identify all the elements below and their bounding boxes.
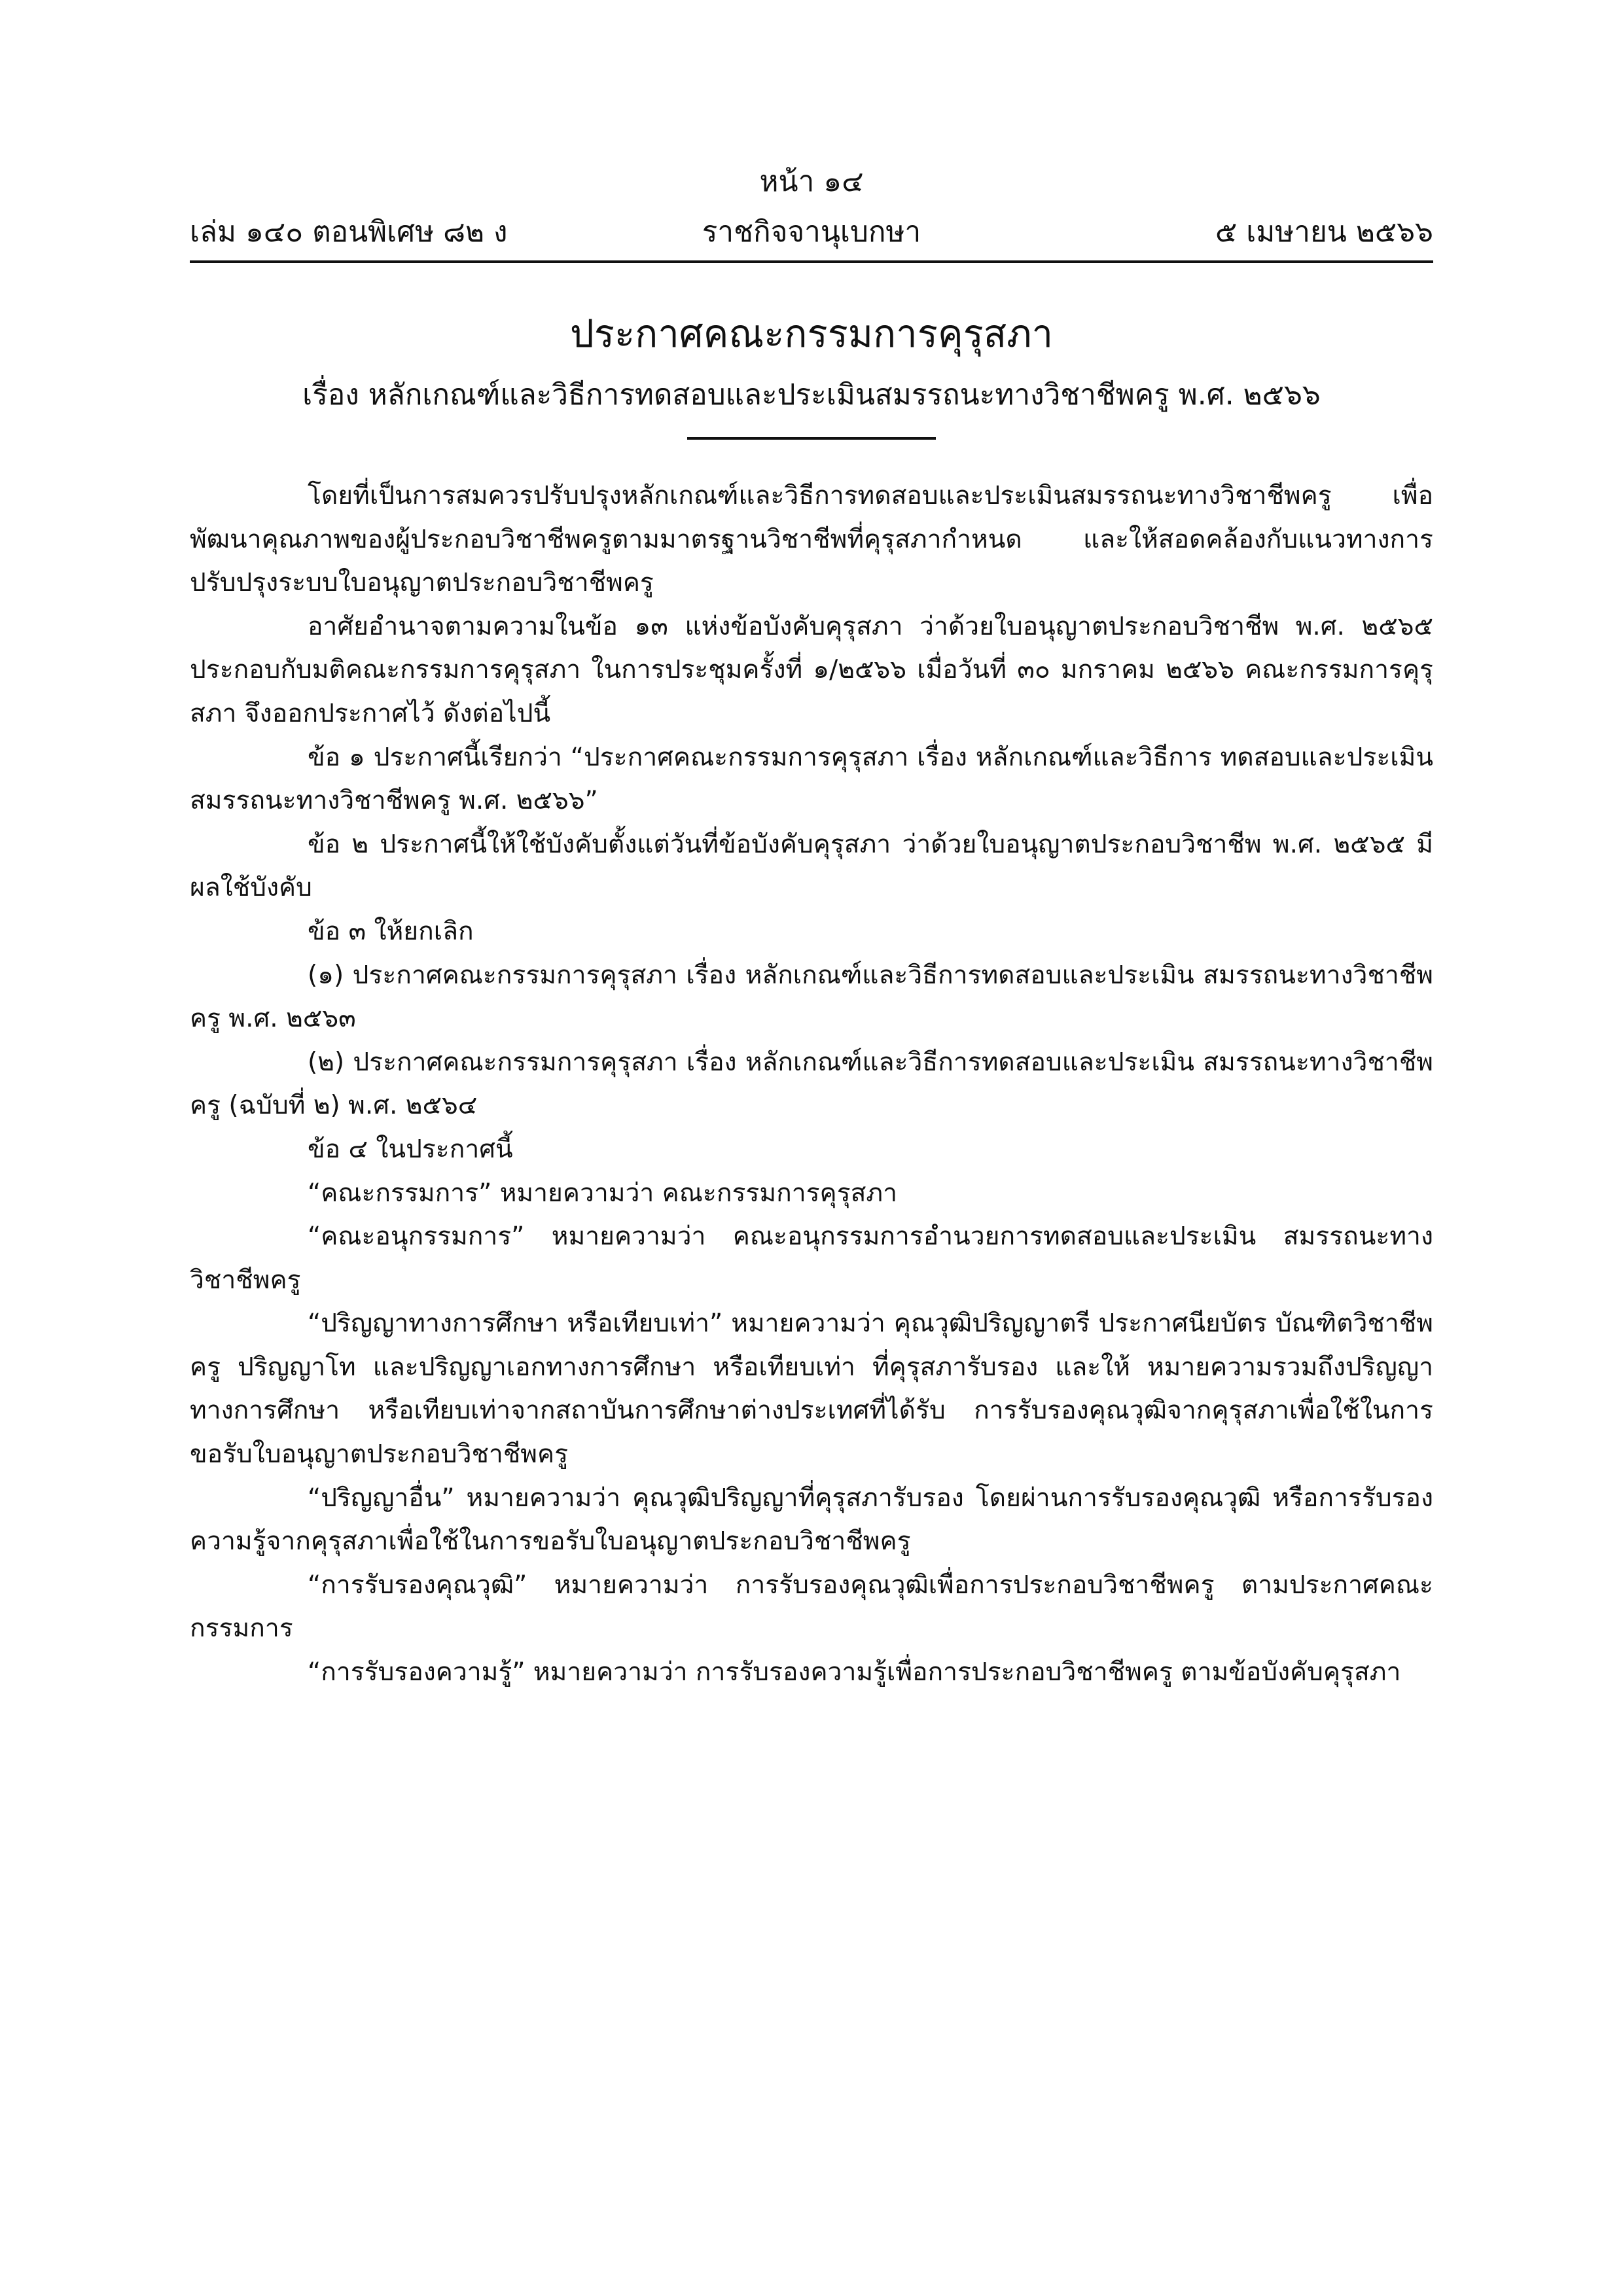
definition-education-degree: “ปริญญาทางการศึกษา หรือเทียบเท่า” หมายความว่า คุณวุฒิปริญญาตรี ประกาศนียบัตร บัณฑิตวิชาชีพครู ปริญญาโท และปริญญาเอกทางการศึกษา หรือเทียบเท่า ที่คุรุสภารับรอง และให้ หมายความรวมถึงปริญญาทางการศึกษา หรือเทียบเท่าจากสถาบันการศึกษาต่างประเทศที่ได้รับ การรับรองคุณวุฒิจากคุรุสภาเพื่อใช้ในการขอรับใบอนุญาตประกอบวิชาชีพครู <box>190 1309 1433 1470</box>
definition-knowledge-accreditation: “การรับรองความรู้” หมายความว่า การรับรองความรู้เพื่อการประกอบวิชาชีพครู ตามข้อบังคับคุรุสภา <box>308 1657 1401 1687</box>
clause-3-item-1: (๑) ประกาศคณะกรรมการคุรุสภา เรื่อง หลักเกณฑ์และวิธีการทดสอบและประเมิน สมรรถนะทางวิชาชีพครู พ.ศ. ๒๕๖๓ <box>190 960 1433 1034</box>
clause-2: ข้อ ๒ ประกาศนี้ให้ใช้บังคับตั้งแต่วันที่ข้อบังคับคุรุสภา ว่าด้วยใบอนุญาตประกอบวิชาชีพ พ.ศ. ๒๕๖๕ มีผลใช้บังคับ <box>190 829 1433 903</box>
gazette-header <box>190 213 1433 252</box>
document-body <box>190 474 1433 1695</box>
clause-3-item-2: (๒) ประกาศคณะกรรมการคุรุสภา เรื่อง หลักเกณฑ์และวิธีการทดสอบและประเมิน สมรรถนะทางวิชาชีพครู (ฉบับที่ ๒) พ.ศ. ๒๕๖๔ <box>190 1047 1433 1121</box>
clause-3: ข้อ ๓ ให้ยกเลิก <box>308 916 474 946</box>
paragraph-preamble: โดยที่เป็นการสมควรปรับปรุงหลักเกณฑ์และวิธีการทดสอบและประเมินสมรรถนะทางวิชาชีพครู เพื่อพัฒนาคุณภาพของผู้ประกอบวิชาชีพครูตามมาตรฐานวิชาชีพที่คุรุสภากำหนด และให้สอดคล้องกับแนวทางการปรับปรุงระบบใบอนุญาตประกอบวิชาชีพครู <box>190 481 1433 598</box>
clause-4: ข้อ ๔ ในประกาศนี้ <box>308 1134 513 1164</box>
definition-qualification-accreditation: “การรับรองคุณวุฒิ” หมายความว่า การรับรองคุณวุฒิเพื่อการประกอบวิชาชีพครู ตามประกาศคณะกรรมการ <box>190 1570 1433 1644</box>
paragraph-authority: อาศัยอำนาจตามความในข้อ ๑๓ แห่งข้อบังคับคุรุสภา ว่าด้วยใบอนุญาตประกอบวิชาชีพ พ.ศ. ๒๕๖๕ ประกอบกับมติคณะกรรมการคุรุสภา ในการประชุมครั้งที่ ๑/๒๕๖๖ เมื่อวันที่ ๓๐ มกราคม ๒๕๖๖ คณะกรรมการคุรุสภา จึงออกประกาศไว้ ดังต่อไปนี้ <box>190 611 1433 728</box>
publication-name: ราชกิจจานุเบกษา <box>702 215 921 249</box>
definition-other-degree: “ปริญญาอื่น” หมายความว่า คุณวุฒิปริญญาที่คุรุสภารับรอง โดยผ่านการรับรองคุณวุฒิ หรือการรับรองความรู้จากคุรุสภาเพื่อใช้ในการขอรับใบอนุญาตประกอบวิชาชีพครู <box>190 1483 1433 1557</box>
clause-1: ข้อ ๑ ประกาศนี้เรียกว่า “ประกาศคณะกรรมการคุรุสภา เรื่อง หลักเกณฑ์และวิธีการ ทดสอบและประเมินสมรรถนะทางวิชาชีพครู พ.ศ. ๒๕๖๖” <box>190 742 1433 816</box>
document-title: ประกาศคณะกรรมการคุรุสภา <box>569 311 1054 356</box>
header-divider <box>190 260 1433 263</box>
page-number: หน้า ๑๔ <box>759 165 864 198</box>
publication-date: ๕ เมษายน ๒๕๖๖ <box>1215 215 1433 249</box>
definition-subcommittee: “คณะอนุกรรมการ” หมายความว่า คณะอนุกรรมการอำนวยการทดสอบและประเมิน สมรรถนะทางวิชาชีพครู <box>190 1222 1433 1295</box>
document-subject: เรื่อง หลักเกณฑ์และวิธีการทดสอบและประเมินสมรรถนะทางวิชาชีพครู พ.ศ. ๒๕๖๖ <box>302 378 1321 412</box>
definition-committee: “คณะกรรมการ” หมายความว่า คณะกรรมการคุรุสภา <box>308 1178 897 1208</box>
volume-issue: เล่ม ๑๔๐ ตอนพิเศษ ๘๒ ง <box>190 215 508 249</box>
title-divider <box>687 437 936 440</box>
